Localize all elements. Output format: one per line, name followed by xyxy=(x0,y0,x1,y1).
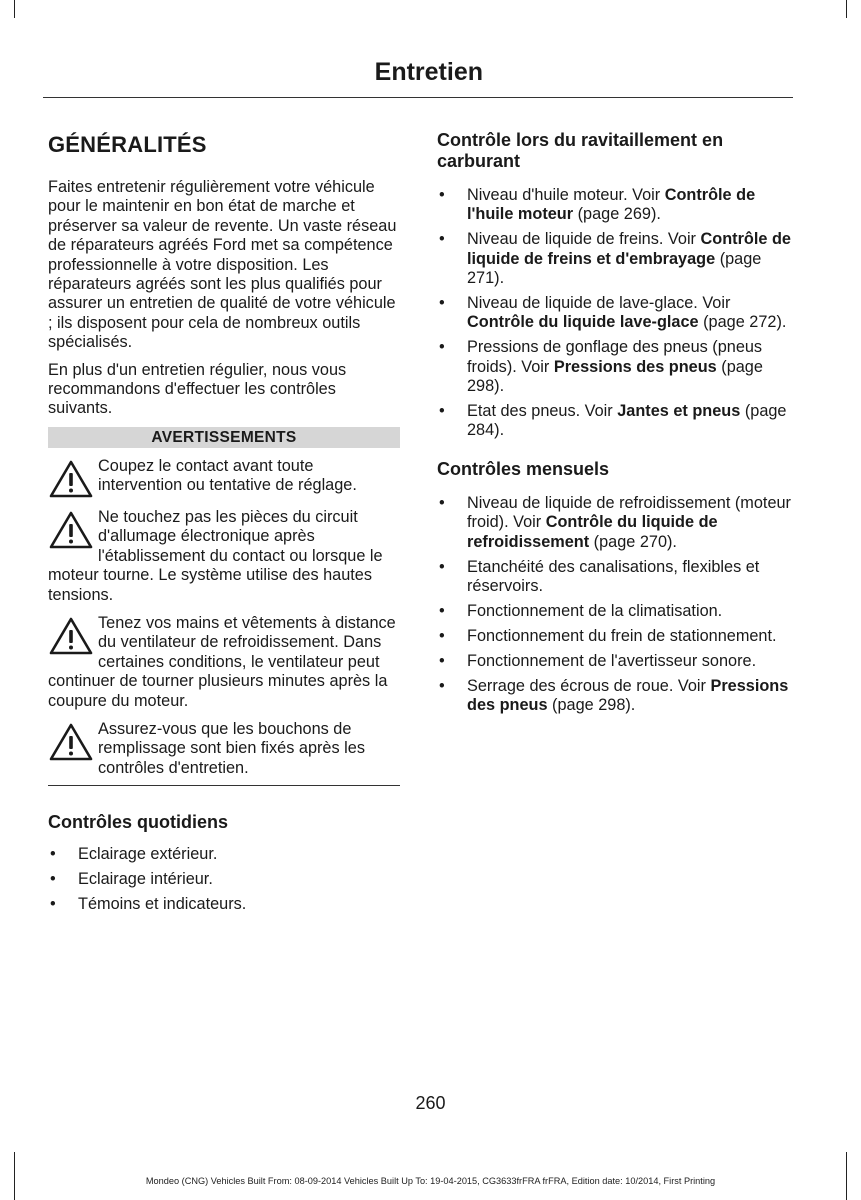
bullet-icon: • xyxy=(439,338,445,357)
monthly-checks-heading: Contrôles mensuels xyxy=(437,458,610,479)
warnings-divider xyxy=(48,785,400,786)
cross-reference-link[interactable]: Pressions des pneus xyxy=(553,357,717,376)
bullet-icon: • xyxy=(50,845,56,864)
warning-item xyxy=(48,457,400,499)
warning-triangle-icon xyxy=(48,459,94,499)
page-title: Entretien xyxy=(374,58,483,86)
cross-reference-link[interactable]: Pressions des pneus xyxy=(467,676,789,715)
warning-triangle-icon xyxy=(48,616,94,656)
cross-reference-link[interactable]: Contrôle de l'huile moteur xyxy=(467,186,756,224)
warning-item xyxy=(48,508,400,605)
list-item: • Eclairage intérieur. xyxy=(50,870,213,889)
bullet-icon: • xyxy=(50,894,56,913)
refuel-checks-list xyxy=(437,186,793,441)
bullet-icon: • xyxy=(439,186,445,204)
list-item: • Fonctionnement de l'avertisseur sonore. xyxy=(439,651,757,670)
list-item: • Niveau de liquide de lave-glace. Voir Contrôle du liquide lave-glace (page 272). xyxy=(439,294,787,332)
warning-text: Coupez le contact avant toute intervention ou tentative de réglage. xyxy=(98,456,357,495)
warning-item xyxy=(48,614,400,711)
list-item: • Témoins et indicateurs. xyxy=(50,894,247,913)
bullet-icon: • xyxy=(439,493,445,512)
warnings-header: AVERTISSEMENTS xyxy=(48,427,400,448)
bullet-icon: • xyxy=(439,557,445,576)
cross-reference-link[interactable]: Contrôle du liquide de refroidissement xyxy=(467,513,718,551)
list-item: • Eclairage extérieur. xyxy=(50,845,218,864)
bullet-icon: • xyxy=(439,676,445,695)
daily-checks-heading: Contrôles quotidiens xyxy=(48,812,228,833)
list-item: • Etat des pneus. Voir Jantes et pneus (page 284). xyxy=(439,402,787,440)
bullet-icon: • xyxy=(439,294,445,313)
cross-reference-link[interactable]: Contrôle du liquide lave-glace xyxy=(467,313,699,332)
warning-item xyxy=(48,720,400,778)
list-item: • Niveau de liquide de freins. Voir Contrôle de liquide de freins et d'embrayage (page 271). xyxy=(439,230,791,288)
bullet-icon: • xyxy=(50,870,56,889)
footer-text: Mondeo (CNG) Vehicles Built From: 08-09-2014 Vehicles Built Up To: 19-04-2015, CG3633frFRA frFRA, Edition date: 10/2014, First Printing xyxy=(145,1176,716,1186)
section-heading: GÉNÉRALITÉS xyxy=(48,132,207,157)
bullet-icon: • xyxy=(439,402,445,421)
intro-paragraph: Faites entretenir régulièrement votre véhicule pour le maintenir en bon état de marche et préserver sa valeur de revente. Un vaste réseau de réparateurs agréés Ford met sa compétence professionnelle à votre disposition. Les réparateurs agréés sont les plus qualifiés pour assurer un entretien de qualité de votre véhicule ; ils disposent pour cela de nombreux outils spécialisés. xyxy=(48,178,397,352)
list-item: • Niveau de liquide de refroidissement (moteur froid). Voir Contrôle du liquide de refroidissement (page 270). xyxy=(439,493,791,551)
warning-text: Ne touchez pas les pièces du circuit d'allumage électronique après l'établissement du contact ou lorsque le moteur tourne. Le système utilise des hautes tensions. xyxy=(48,507,383,604)
list-item: • Fonctionnement de la climatisation. xyxy=(439,601,723,620)
warning-text: Assurez-vous que les bouchons de remplissage sont bien fixés après les contrôles d'entretien. xyxy=(98,719,365,777)
monthly-checks-list xyxy=(437,494,793,716)
right-column xyxy=(437,130,793,721)
refuel-checks-heading: Contrôle lors du ravitaillement en carburant xyxy=(437,130,724,171)
warning-triangle-icon xyxy=(48,722,94,762)
crop-mark-top-right xyxy=(846,0,847,18)
daily-checks-list xyxy=(48,845,400,914)
bullet-icon: • xyxy=(439,626,445,645)
bullet-icon: • xyxy=(439,651,445,670)
crop-mark-top-left xyxy=(14,0,15,18)
warning-triangle-icon xyxy=(48,510,94,550)
list-item: • Fonctionnement du frein de stationnement. xyxy=(439,626,777,645)
recommend-paragraph: En plus d'un entretien régulier, nous vous recommandons d'effectuer les contrôles suivants. xyxy=(48,360,347,418)
list-item: • Niveau d'huile moteur. Voir Contrôle de l'huile moteur (page 269). xyxy=(439,186,756,224)
list-item: • Serrage des écrous de roue. Voir Pressions des pneus (page 298). xyxy=(439,676,789,715)
list-item: • Etanchéité des canalisations, flexibles et réservoirs. xyxy=(439,557,760,595)
bullet-icon: • xyxy=(439,230,445,249)
cross-reference-link[interactable]: Jantes et pneus xyxy=(617,402,741,421)
left-column xyxy=(48,128,400,920)
header-divider xyxy=(43,97,793,98)
list-item: • Pressions de gonflage des pneus (pneus froids). Voir Pressions des pneus (page 298). xyxy=(439,338,763,396)
bullet-icon: • xyxy=(439,601,445,620)
warning-text: Tenez vos mains et vêtements à distance du ventilateur de refroidissement. Dans certaines conditions, le ventilateur peut continuer de tourner plusieurs minutes après la coupure du moteur. xyxy=(48,613,396,710)
page-number: 260 xyxy=(415,1093,446,1113)
cross-reference-link[interactable]: Contrôle de liquide de freins et d'embrayage xyxy=(467,230,791,268)
